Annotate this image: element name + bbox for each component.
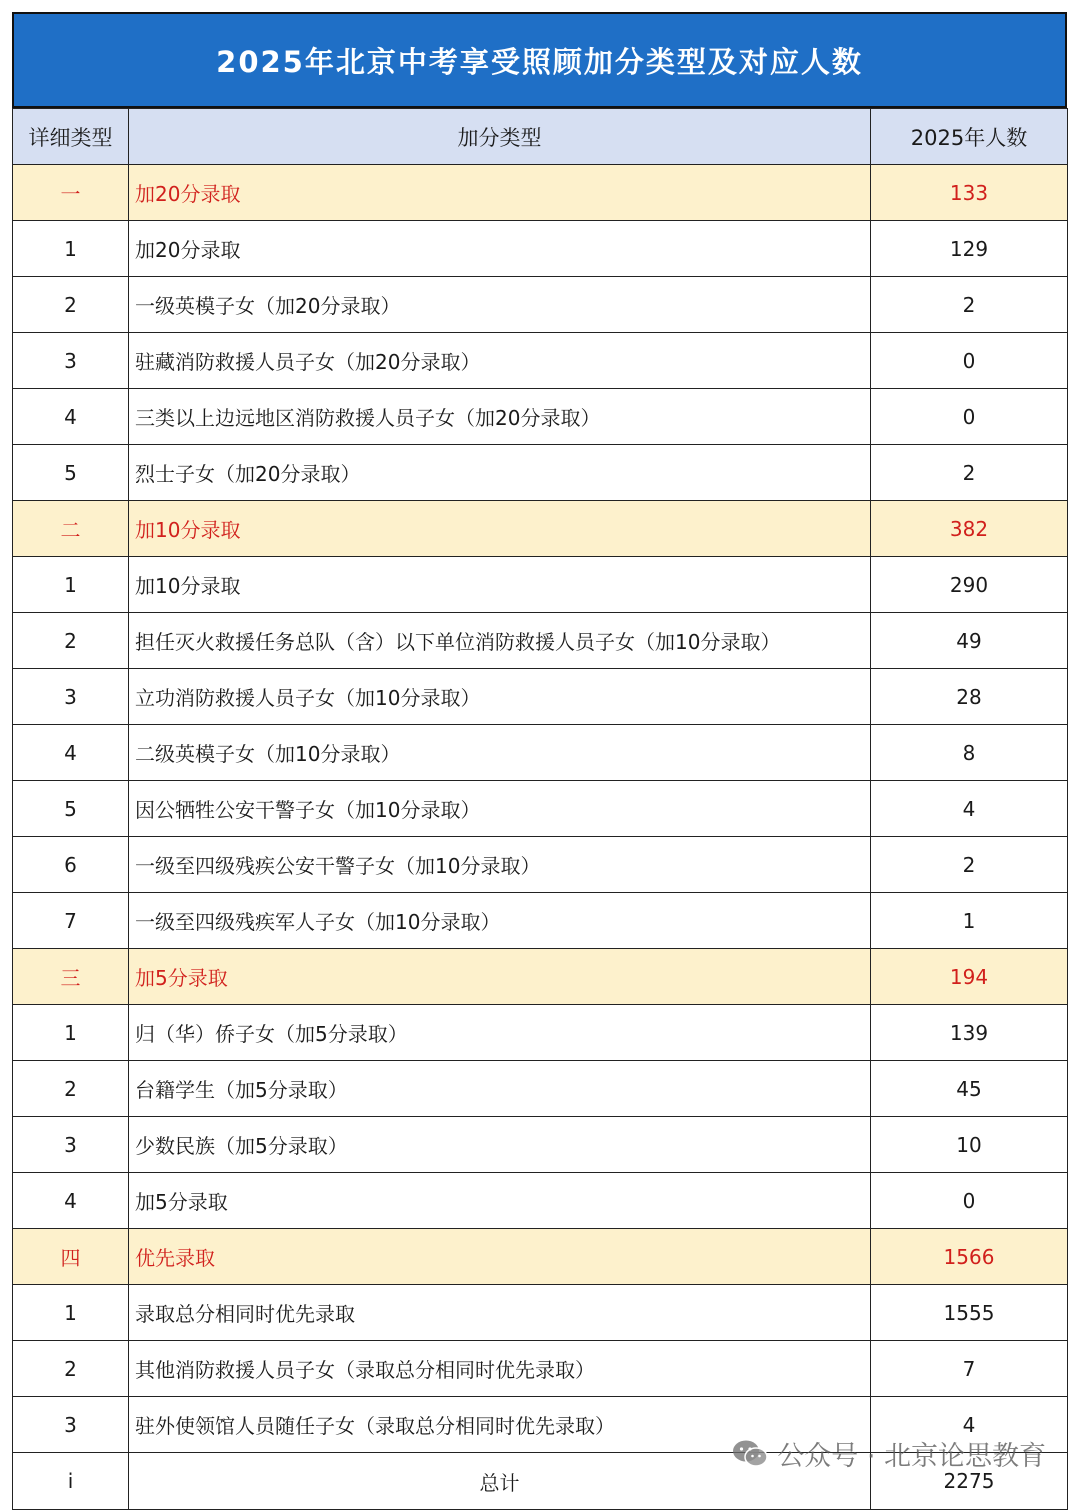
table-row [13, 445, 1068, 501]
row-bonus-type: 三类以上边远地区消防救援人员子女（加20分录取） [129, 389, 871, 445]
row-index: 3 [13, 1397, 129, 1453]
table-row [13, 221, 1068, 277]
row-count: 1555 [871, 1285, 1068, 1341]
row-index: 2 [13, 1341, 129, 1397]
row-index: 6 [13, 837, 129, 893]
row-index: 4 [13, 389, 129, 445]
row-bonus-type: 烈士子女（加20分录取） [129, 445, 871, 501]
table-container [12, 12, 1067, 1510]
row-count: 8 [871, 725, 1068, 781]
row-bonus-type: 台籍学生（加5分录取） [129, 1061, 871, 1117]
row-bonus-type: 录取总分相同时优先录取 [129, 1285, 871, 1341]
row-bonus-type: 因公牺牲公安干警子女（加10分录取） [129, 781, 871, 837]
table-row [13, 669, 1068, 725]
table-row [13, 725, 1068, 781]
row-bonus-type: 驻外使领馆人员随任子女（录取总分相同时优先录取） [129, 1397, 871, 1453]
row-bonus-type: 归（华）侨子女（加5分录取） [129, 1005, 871, 1061]
bonus-table [12, 108, 1068, 1510]
row-index: 3 [13, 333, 129, 389]
row-index: 一 [13, 165, 129, 221]
watermark [731, 1434, 1046, 1473]
table-row [13, 1117, 1068, 1173]
row-index: 四 [13, 1229, 129, 1285]
section-row [13, 501, 1068, 557]
row-bonus-type: 加10分录取 [129, 557, 871, 613]
table-row [13, 837, 1068, 893]
row-index: 三 [13, 949, 129, 1005]
row-count: 4 [871, 1397, 1068, 1453]
row-bonus-type: 二级英模子女（加10分录取） [129, 725, 871, 781]
row-index: 2 [13, 613, 129, 669]
row-bonus-type: 少数民族（加5分录取） [129, 1117, 871, 1173]
table-row [13, 1285, 1068, 1341]
table-row [13, 333, 1068, 389]
table-row [13, 781, 1068, 837]
row-index: 1 [13, 1285, 129, 1341]
header-count: 2025年人数 [871, 109, 1068, 165]
row-count: 10 [871, 1117, 1068, 1173]
table-header-row [13, 109, 1068, 165]
row-count: 1 [871, 893, 1068, 949]
row-index: 1 [13, 221, 129, 277]
row-count: 129 [871, 221, 1068, 277]
header-detail-type: 详细类型 [13, 109, 129, 165]
table-row [13, 893, 1068, 949]
row-bonus-type: 一级至四级残疾军人子女（加10分录取） [129, 893, 871, 949]
table-row [13, 1341, 1068, 1397]
row-bonus-type: 立功消防救援人员子女（加10分录取） [129, 669, 871, 725]
total-label: 总计 [129, 1453, 871, 1510]
row-count: 2 [871, 445, 1068, 501]
row-count: 133 [871, 165, 1068, 221]
title-banner [12, 12, 1067, 108]
table-row [13, 1005, 1068, 1061]
row-bonus-type: 加5分录取 [129, 1173, 871, 1229]
table-body [13, 165, 1068, 1453]
row-index: 1 [13, 557, 129, 613]
row-count: 0 [871, 333, 1068, 389]
row-index: 2 [13, 1061, 129, 1117]
row-count: 45 [871, 1061, 1068, 1117]
row-index: 二 [13, 501, 129, 557]
row-index: 3 [13, 1117, 129, 1173]
row-bonus-type: 加20分录取 [129, 165, 871, 221]
header-bonus-type: 加分类型 [129, 109, 871, 165]
row-count: 49 [871, 613, 1068, 669]
row-count: 194 [871, 949, 1068, 1005]
table-row [13, 613, 1068, 669]
total-count: 2275 [871, 1453, 1068, 1510]
table-row [13, 557, 1068, 613]
row-index: 4 [13, 1173, 129, 1229]
row-bonus-type: 驻藏消防救援人员子女（加20分录取） [129, 333, 871, 389]
row-index: 4 [13, 725, 129, 781]
row-count: 28 [871, 669, 1068, 725]
wechat-icon [731, 1438, 769, 1470]
table-row [13, 1061, 1068, 1117]
row-count: 2 [871, 837, 1068, 893]
row-index: 2 [13, 277, 129, 333]
row-index: 7 [13, 893, 129, 949]
row-count: 1566 [871, 1229, 1068, 1285]
page-title: 2025年北京中考享受照顾加分类型及对应人数 [216, 44, 863, 79]
row-count: 139 [871, 1005, 1068, 1061]
row-bonus-type: 加5分录取 [129, 949, 871, 1005]
table-row [13, 277, 1068, 333]
row-bonus-type: 一级英模子女（加20分录取） [129, 277, 871, 333]
row-bonus-type: 其他消防救援人员子女（录取总分相同时优先录取） [129, 1341, 871, 1397]
row-count: 382 [871, 501, 1068, 557]
section-row [13, 165, 1068, 221]
row-index: 5 [13, 781, 129, 837]
row-bonus-type: 加20分录取 [129, 221, 871, 277]
row-bonus-type: 担任灭火救援任务总队（含）以下单位消防救援人员子女（加10分录取） [129, 613, 871, 669]
row-bonus-type: 一级至四级残疾公安干警子女（加10分录取） [129, 837, 871, 893]
table-row [13, 1173, 1068, 1229]
section-row [13, 949, 1068, 1005]
table-row [13, 389, 1068, 445]
row-index: 3 [13, 669, 129, 725]
row-count: 0 [871, 389, 1068, 445]
row-index: 5 [13, 445, 129, 501]
section-row [13, 1229, 1068, 1285]
row-count: 4 [871, 781, 1068, 837]
row-bonus-type: 加10分录取 [129, 501, 871, 557]
total-index: i [13, 1453, 129, 1510]
row-count: 7 [871, 1341, 1068, 1397]
row-bonus-type: 优先录取 [129, 1229, 871, 1285]
row-index: 1 [13, 1005, 129, 1061]
row-count: 290 [871, 557, 1068, 613]
watermark-text: 公众号 · 北京论思教育 [777, 1441, 1046, 1472]
row-count: 2 [871, 277, 1068, 333]
row-count: 0 [871, 1173, 1068, 1229]
